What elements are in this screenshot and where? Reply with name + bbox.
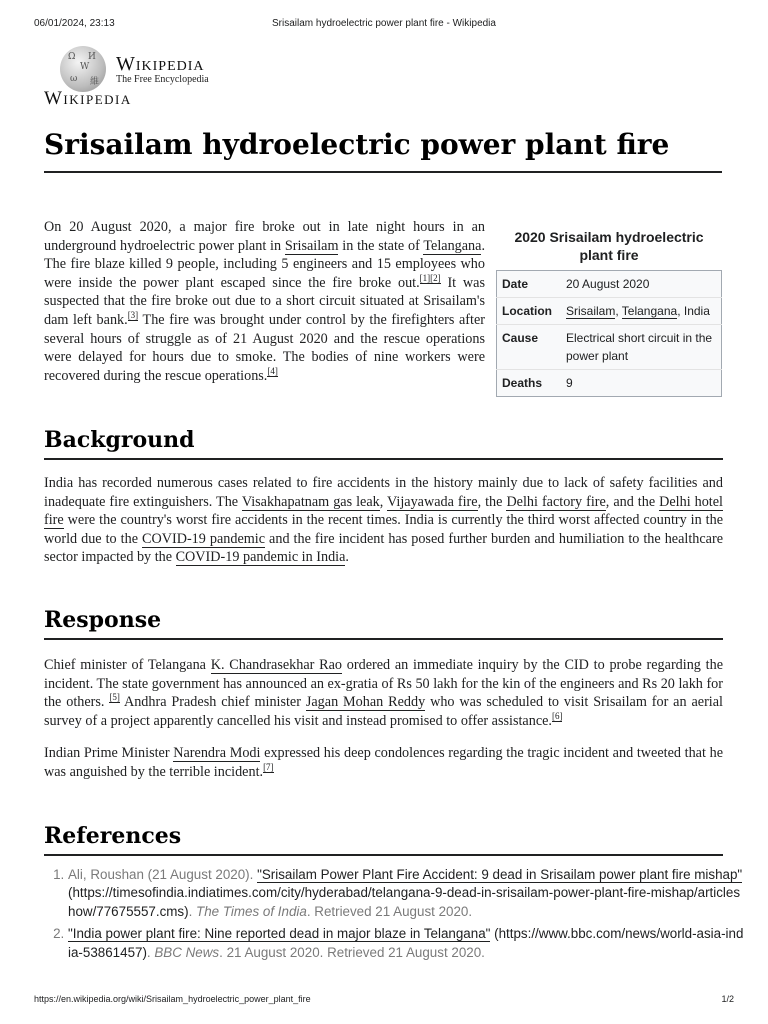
print-datetime: 06/01/2024, 23:13 (34, 18, 115, 29)
infobox-label: Deaths (497, 370, 562, 397)
infobox-link-telangana[interactable]: Telangana (621, 304, 678, 318)
reference-title-link[interactable]: "India power plant fire: Nine reported dead in major blaze in Telangana" (68, 926, 491, 942)
response-paragraph-2: Indian Prime Minister Narendra Modi expressed his deep condolences regarding the tragic incident and tweeted that he was anguished by the terrible incident.[7] (44, 745, 723, 780)
link-srisailam[interactable]: Srisailam (284, 237, 339, 254)
link-narendra-modi[interactable]: Narendra Modi (173, 745, 261, 762)
background-paragraph: India has recorded numerous cases related to fire accidents in the history mainly due to lack of safety facilities and inadequate fire extinguishers. The Visakhapatnam gas leak, Vijayawada fire, the Delhi factory fire, and the Delhi hotel fire were the country's worst fire accidents in the recent times. India is currently the third worst affected country in the world due to the COVID-19 pandemic and the fire incident has posed further burden and humiliation to the healthcare sector impacted by the COVID-19 pandemic in India. (44, 475, 723, 566)
infobox-label: Location (497, 298, 562, 325)
infobox-label: Date (502, 277, 529, 291)
reference-item: 1. Ali, Roushan (21 August 2020). "Srisailam Power Plant Fire Accident: 9 dead in Srisailam power plant fire mishap" (https://timesofindia.indiatimes.com/city/hyderabad/telangana-9-dead-in-srisailam-power-plant-fire-mishap/articleshow/77675557.cms). The Times of India. Retrieved 21 August 2020. (68, 866, 744, 921)
link-telangana[interactable]: Telangana (423, 237, 482, 254)
infobox-value: 9 (561, 370, 722, 397)
link-covid-19-pandemic[interactable]: COVID-19 pandemic (142, 530, 266, 547)
response-section (44, 656, 723, 782)
infobox-link-srisailam[interactable]: Srisailam (566, 304, 616, 318)
intro-section (44, 218, 485, 385)
wikipedia-wordmark[interactable]: Wikipedia (44, 88, 132, 109)
citation-3[interactable]: [3] (127, 310, 139, 321)
reference-title-link[interactable]: "Srisailam Power Plant Fire Accident: 9 dead in Srisailam power plant fire mishap" (257, 867, 743, 882)
print-footer (34, 994, 734, 1004)
response-paragraph-1: Chief minister of Telangana K. Chandrasekhar Rao ordered an immediate inquiry by the CID to probe regarding the incident. The state government has announced an ex-gratia of Rs 50 lakh for the kin of the engineers and Rs 20 lakh for the others. [5] Andhra Pradesh chief minister Jagan Mohan Reddy who was scheduled to visit Srisailam for an aerial survey of a project apparently cancelled his visit and instead promised to offer assistance.[6] (44, 657, 723, 729)
references-list (44, 866, 744, 966)
intro-paragraph: On 20 August 2020, a major fire broke out in late night hours in an underground hydroelectric power plant in Srisailam in the state of Telangana. The fire blaze killed 9 people, including 5 engineers and 15 employees who were inside the power plant escaped since the fire broke out.[1][2] It was suspected that the fire broke out due to a short circuit situated at Srisailam's dam left bank.[3] The fire was brought under control by the firefighters after several hours of struggle as of 21 August 2020 and the rescue operations were delayed for hours due to smoke. The bodies of nine workers were recovered during the rescue operations.[4] (44, 219, 485, 384)
page-title: Srisailam hydroelectric power plant fire (44, 125, 722, 173)
infobox-title: 2020 Srisailam hydroelectric plant fire (514, 229, 704, 263)
logo-tagline: The Free Encyclopedia (116, 74, 209, 85)
link-vijayawada-fire[interactable]: Vijayawada fire (387, 493, 478, 510)
wikipedia-logo[interactable] (60, 46, 209, 92)
reference-url[interactable]: (https://www.bbc.com/news/world-asia-india-53861457) (68, 926, 744, 960)
section-heading-response: Response (44, 606, 723, 640)
infobox (496, 224, 722, 397)
reference-item: 2. "India power plant fire: Nine reported dead in major blaze in Telangana" (https://www.bbc.com/news/world-asia-india-53861457). BBC News. 21 August 2020. Retrieved 21 August 2020. (68, 925, 744, 962)
print-page-number: 1/2 (721, 994, 734, 1004)
reference-url[interactable]: (https://timesofindia.indiatimes.com/city/hyderabad/telangana-9-dead-in-srisailam-power-plant-fire-mishap/articleshow/77675557.cms) (68, 885, 741, 919)
infobox-row-cause (497, 325, 722, 370)
infobox-value: 20 August 2020 (566, 277, 650, 291)
citation-7[interactable]: [7] (263, 762, 274, 773)
citation-5[interactable]: [5] (109, 692, 120, 703)
wikipedia-globe-icon: Ω W ω И 維 (60, 46, 106, 92)
citation-6[interactable]: [6] (551, 711, 563, 722)
logo-name: Wikipedia (116, 53, 205, 75)
citation-2[interactable]: [2] (430, 273, 441, 284)
section-heading-references: References (44, 822, 723, 856)
link-covid-19-pandemic-india[interactable]: COVID-19 pandemic in India (175, 549, 346, 566)
print-header (34, 18, 734, 29)
infobox-value: Srisailam, Telangana, India (561, 298, 722, 325)
link-delhi-factory-fire[interactable]: Delhi factory fire (506, 493, 606, 510)
link-jagan-mohan-reddy[interactable]: Jagan Mohan Reddy (305, 694, 426, 711)
citation-1[interactable]: [1] (419, 273, 431, 284)
section-heading-background: Background (44, 426, 723, 460)
infobox-value: Electrical short circuit in the power plant (561, 325, 722, 370)
link-k-chandrasekhar-rao[interactable]: K. Chandrasekhar Rao (210, 657, 343, 673)
link-delhi-hotel-fire[interactable]: Delhi hotel fire (44, 493, 723, 529)
infobox-row-date (497, 271, 722, 298)
print-url: https://en.wikipedia.org/wiki/Srisailam_hydroelectric_power_plant_fire (34, 994, 311, 1004)
infobox-row-deaths (497, 370, 722, 397)
background-section (44, 474, 723, 567)
link-visakhapatnam-gas-leak[interactable]: Visakhapatnam gas leak (241, 493, 380, 510)
infobox-table (496, 270, 722, 397)
infobox-label: Cause (497, 325, 562, 370)
citation-4[interactable]: [4] (267, 366, 278, 377)
infobox-row-location (497, 298, 722, 325)
print-page-title: Srisailam hydroelectric power plant fire - Wikipedia (272, 18, 496, 29)
